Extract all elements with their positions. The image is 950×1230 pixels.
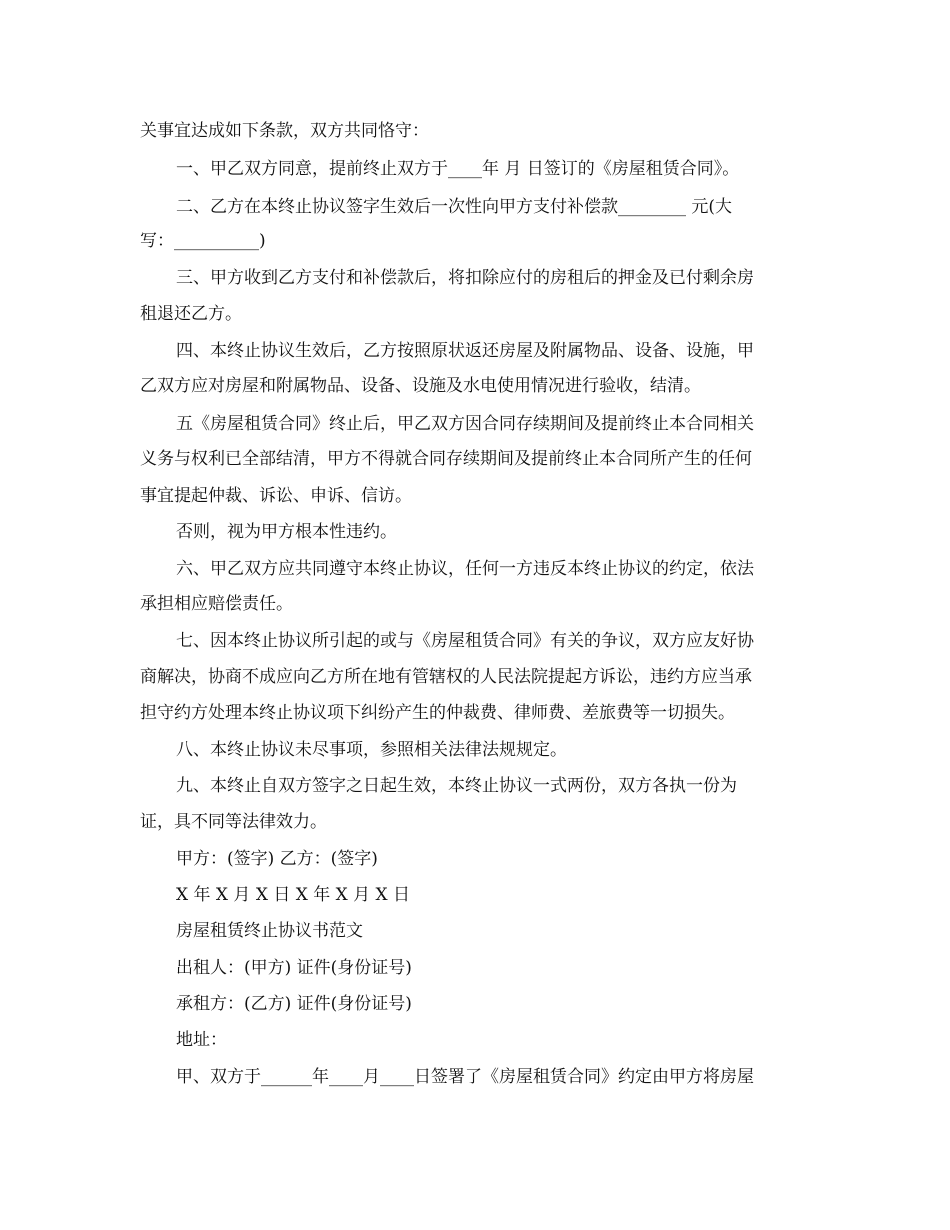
line-18: 八、本终止协议未尽事项，参照相关法律法规规定。 [176, 740, 567, 760]
line-2: 一、甲乙双方同意，提前终止双方于____年 月 日签订的《房屋租赁合同》。 [176, 159, 740, 179]
line-3: 二、乙方在本终止协议签字生效后一次性向甲方支付补偿款________ 元(大 [176, 197, 733, 217]
line-14: 承担相应赔偿责任。 [140, 594, 293, 614]
line-16: 商解决，协商不成应向乙方所在地有管辖权的人民法院提起方诉讼，违约方应当承 [140, 667, 752, 687]
line-24: 出租人：(甲方) 证件(身份证号) [176, 958, 412, 978]
line-5: 三、甲方收到乙方支付和补偿款后，将扣除应付的房租后的押金及已付剩余房 [176, 268, 754, 288]
line-1: 关事宜达成如下条款，双方共同恪守： [140, 121, 429, 141]
line-25: 承租方：(乙方) 证件(身份证号) [176, 994, 412, 1014]
line-19: 九、本终止自双方签字之日起生效，本终止协议一式两份，双方各执一份为 [176, 776, 737, 796]
line-10: 义务与权利已全部结清，甲方不得就合同存续期间及提前终止本合同所产生的任何 [140, 449, 752, 469]
line-17: 担守约方处理本终止协议项下纠纷产生的仲裁费、律师费、差旅费等一切损失。 [140, 703, 735, 723]
line-13: 六、甲乙双方应共同遵守本终止协议，任何一方违反本终止协议的约定，依法 [176, 559, 754, 579]
line-23: 房屋租赁终止协议书范文 [176, 921, 363, 941]
line-21: 甲方：(签字) 乙方：(签字) [176, 849, 378, 869]
line-27: 甲、双方于______年____月____日签署了《房屋租赁合同》约定由甲方将房屋 [176, 1067, 754, 1087]
line-15: 七、因本终止协议所引起的或与《房屋租赁合同》有关的争议，双方应友好协 [176, 631, 754, 651]
line-11: 事宜提起仲裁、诉讼、申诉、信访。 [140, 486, 412, 506]
line-8: 乙双方应对房屋和附属物品、设备、设施及水电使用情况进行验收，结清。 [140, 376, 701, 396]
line-7: 四、本终止协议生效后，乙方按照原状返还房屋及附属物品、设备、设施，甲 [176, 341, 754, 361]
line-20: 证，具不同等法律效力。 [140, 812, 327, 832]
line-9: 五《房屋租赁合同》终止后，甲乙双方因合同存续期间及提前终止本合同相关 [176, 414, 754, 434]
line-12: 否则，视为甲方根本性违约。 [176, 522, 397, 542]
line-22: X 年 X 月 X 日 X 年 X 月 X 日 [176, 885, 411, 905]
line-4: 写：__________) [140, 231, 266, 251]
line-6: 租退还乙方。 [140, 304, 242, 324]
line-26: 地址： [176, 1030, 227, 1050]
